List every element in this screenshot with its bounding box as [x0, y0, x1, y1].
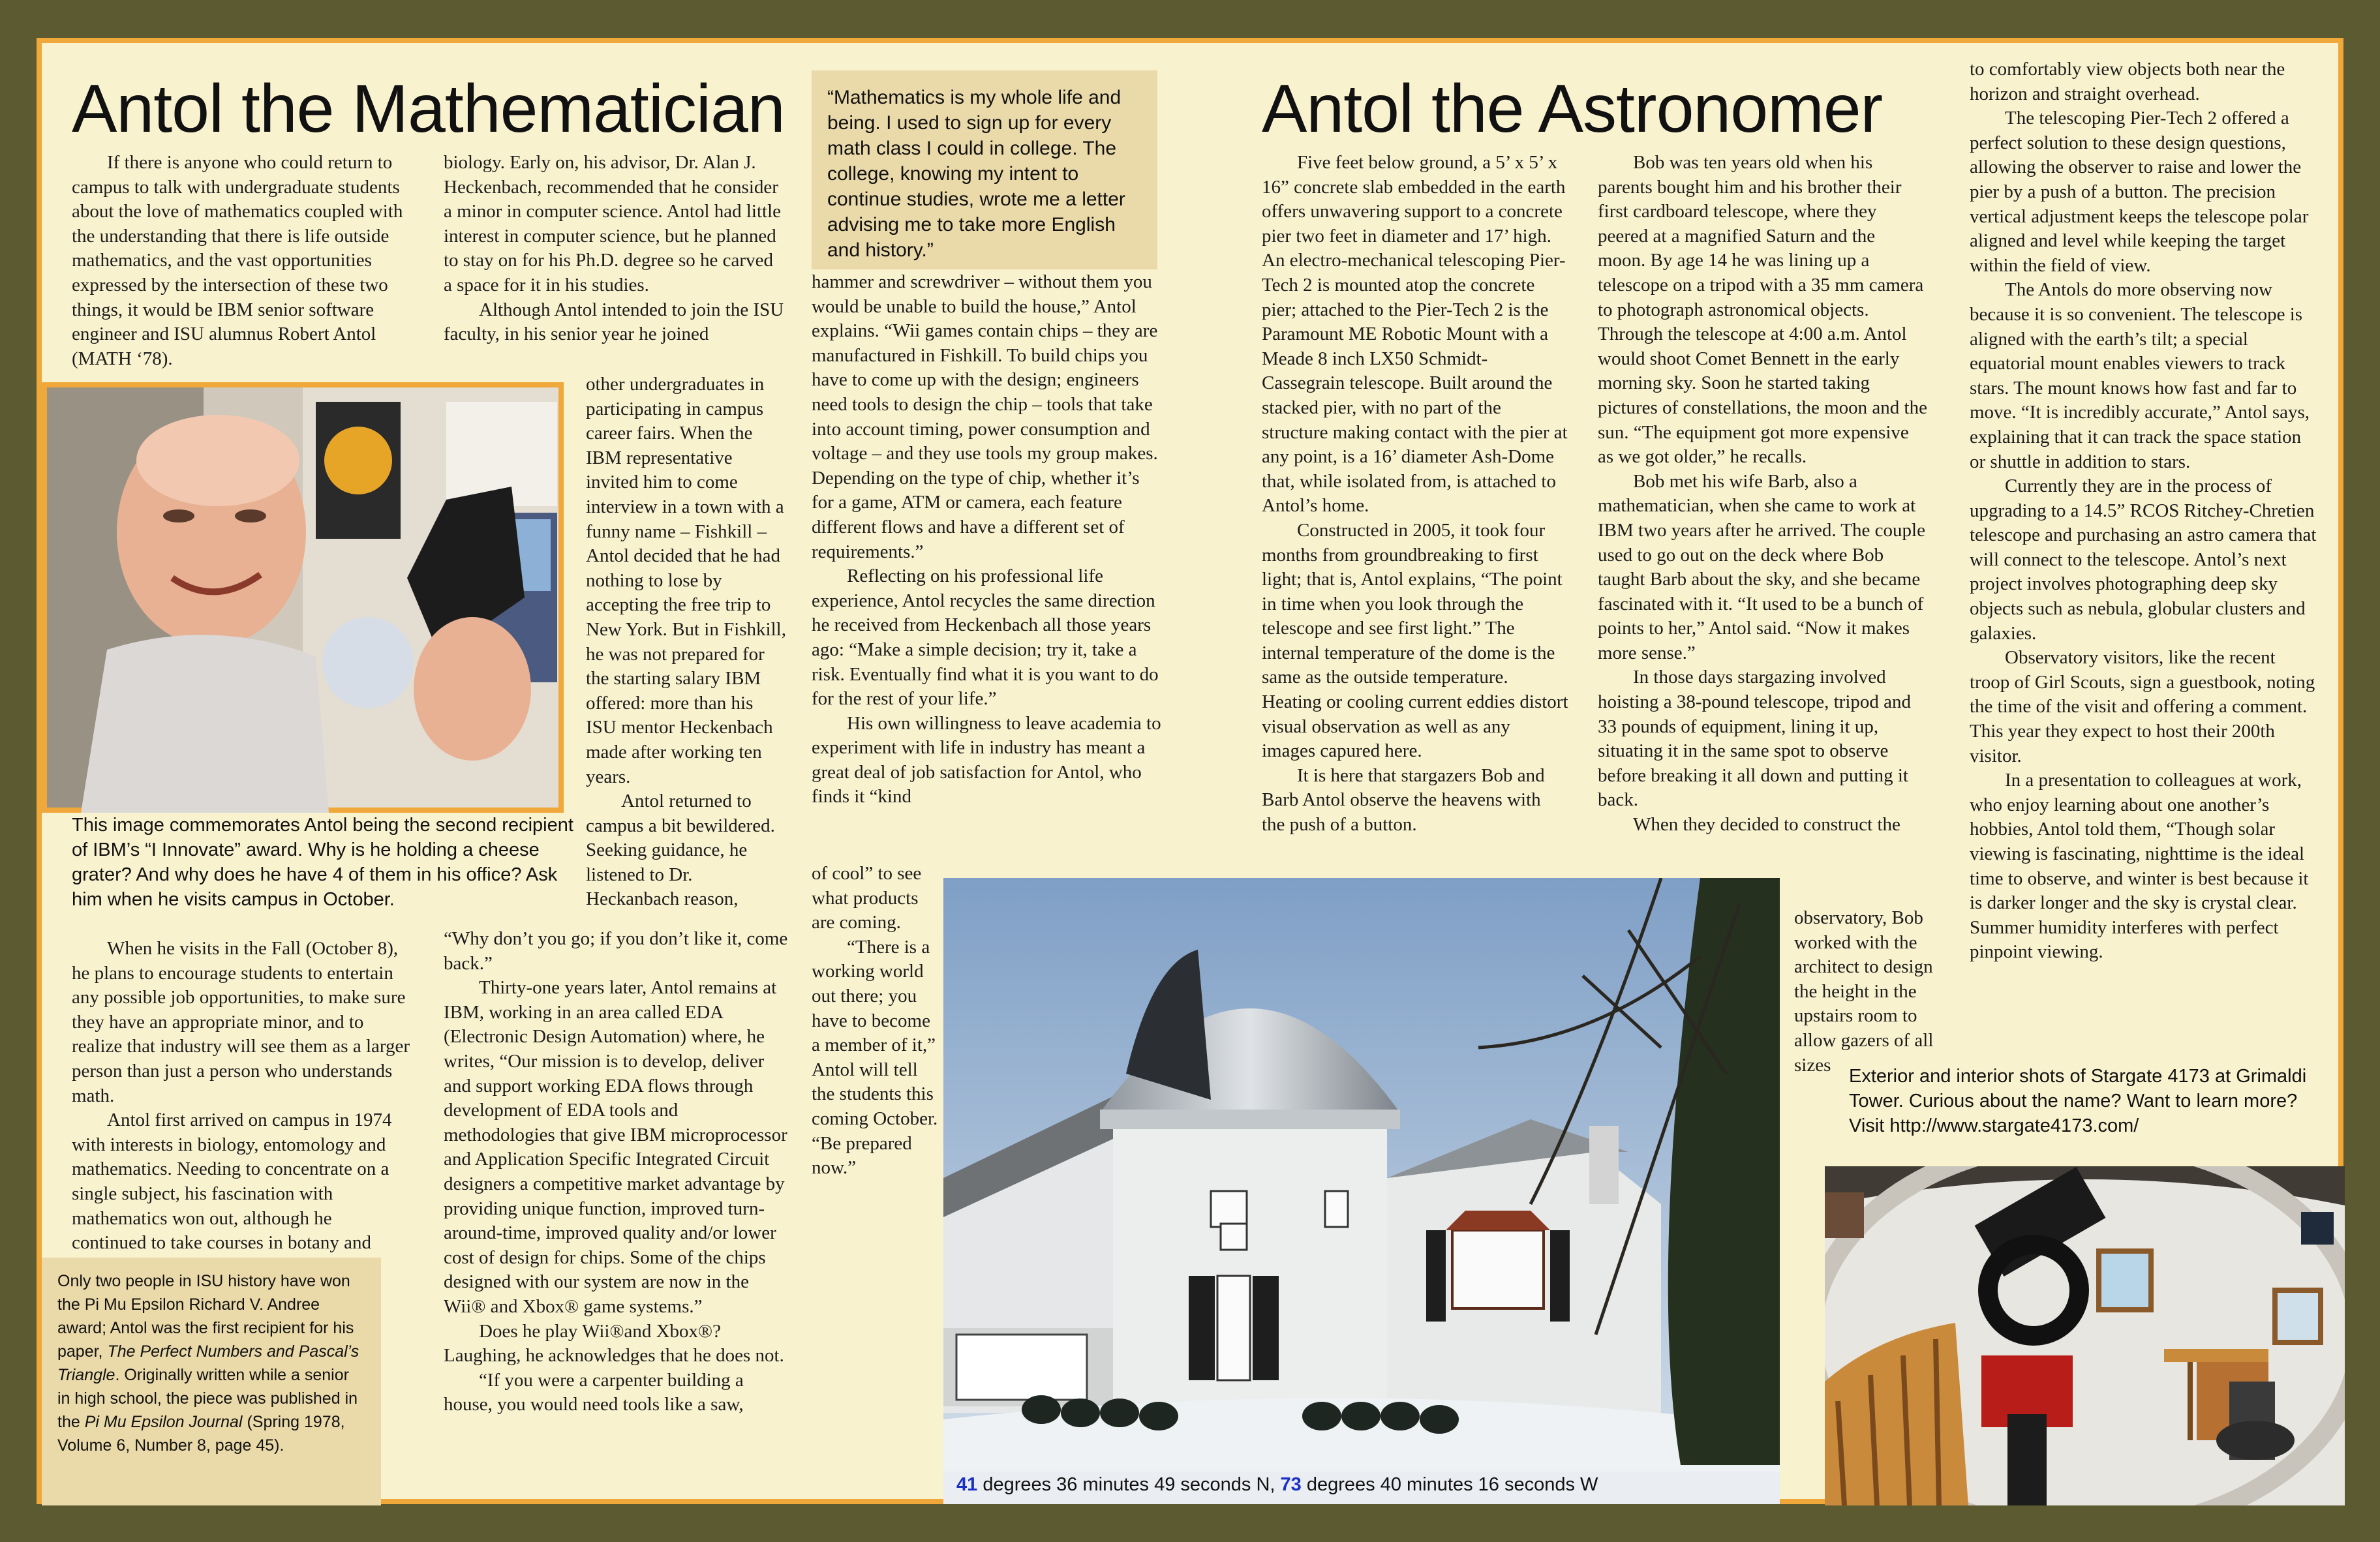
paragraph: “Why don’t you go; if you don’t like it, come back.” — [444, 928, 788, 974]
paragraph: The Antols do more observing now because it is so convenient. The telescope is aligned with the earth’s tilt; a special equatorial mount enables viewers to track stars. The mount knows how fast and far to move. “It is incredibly accurate,” Antol says, explaining that it can track the space station or shuttle in addition to stars. — [1970, 279, 2310, 472]
mathematician-title: Antol the Mathematician — [72, 71, 785, 147]
magazine-spread — [37, 38, 2343, 1504]
longitude-degrees: 73 — [1280, 1474, 1302, 1495]
journal-name: Pi Mu Epsilon Journal — [84, 1413, 243, 1431]
paragraph: If there is anyone who could return to campus to talk with undergraduate students about the love of mathematics coupled with the understanding that there is life outside mathematics, and the vast opportunities expressed by the intersection of these two things, it would be IBM senior software engineer and ISU alumnus Robert Antol (MATH ‘78). — [72, 152, 403, 369]
observatory-interior-photo — [1825, 1166, 2345, 1505]
paragraph: Although Antol intended to join the ISU faculty, in his senior year he joined — [444, 299, 784, 345]
column-1-intro — [72, 151, 404, 371]
paragraph: Reflecting on his professional life experience, Antol recycles the same direction he received from Heckenbach all those years ago: “Make a simple decision; try it, take a risk. Eventually find what it is you want to do for the rest of your life.” — [812, 566, 1159, 710]
paragraph: to comfortably view objects both near the horizon and straight overhead. — [1970, 59, 2285, 104]
column-3-top — [812, 270, 1164, 809]
award-note: Only two people in ISU history have won the Pi Mu Epsilon Richard V. Andree award; Antol was the first recipient for his paper, The Perfect Numbers and Pascal’s Triangle. Originally written while a senior in high school, the piece was published in the Pi Mu Epsilon Journal (Spring 1978, Volume 6, Number 8, page 45). — [42, 1258, 381, 1505]
paragraph: The telescoping Pier-Tech 2 offered a perfect solution to these design questions, allowing the observer to raise and lower the pier by a push of a button. The precision vertical adjustment keeps the telescope polar aligned and level while keeping the target within the field of view. — [1970, 108, 2309, 276]
observatory-caption: Exterior and interior shots of Stargate 4173 at Grimaldi Tower. Curious about the name? Want to learn more? Visit http://www.stargate4173.com/ — [1849, 1066, 2307, 1136]
paragraph: hammer and screwdriver – without them you would be unable to build the house,” Antol explains. “Wii games contain chips – they are manufactured in Fishkill. To build chips you have to come up with the design; engineers need tools to design the chip – tools that take into account timing, power consumption and voltage – and they use tools my group makes. Depending on the type of chip, whether it’s for a game, ATM or camera, each feature different flows and have a different set of requirements.” — [812, 271, 1158, 562]
paragraph: Antol first arrived on campus in 1974 with interests in biology, entomology and mathematics. Needing to concentrate on a single subject, his fascination with mathematics won out, although he continued to take courses in botany and — [72, 1110, 392, 1254]
paragraph: observatory, Bob worked with the architect to design the height in the upstairs room to allow gazers of all sizes — [1794, 907, 1934, 1076]
paragraph: In a presentation to colleagues at work, who enjoy learning about one another’s hobbies, Antol told them, “Though solar viewing is fascinating, nighttime is the ideal time to observe, and winter is best because it is darker longer and the sky is crystal clear. Summer humidity interferes with perfect pinpoint viewing. — [1970, 770, 2309, 963]
column-4 — [1262, 151, 1568, 838]
observatory-exterior-photo — [943, 878, 1780, 1504]
column-2-top — [444, 151, 786, 347]
column-5-narrow — [1794, 906, 1938, 1078]
column-2-narrow — [586, 372, 788, 912]
paragraph: Bob was ten years old when his parents bought him and his brother their first cardboard telescope, where they peered at a magnified Saturn and the moon. By age 14 he was lining up a telescope on a tripod with a 35 mm camera to photograph astronomical objects. Through the telescope at 4:00 a.m. Antol would shoot Comet Bennett in the early morning sky. Soon he started taking pictures of constellations, the moon and the sun. “The equipment got more expensive as we got older,” he recalls. — [1598, 152, 1927, 468]
column-6 — [1970, 57, 2317, 965]
paragraph: Does he play Wii®and Xbox®? Laughing, he acknowledges that he does not. — [444, 1320, 784, 1367]
paragraph: Thirty-one years later, Antol remains at IBM, working in an area called EDA (Electronic Design Automation) where, he writes, “Our mission is to develop, deliver and support working EDA flows through development of EDA tools and methodologies that give IBM microprocessor and Application Specific Integrated Circuit designers a competitive market advantage by providing unique function, improved turn-around-time, improved quality and/or lower cost of design for chips. Some of the chips designed with our system are now in the Wii® and Xbox® game systems.” — [444, 977, 787, 1317]
paragraph: Currently they are in the process of upgrading to a 14.5” RCOS Ritchey-Chretien telescope and purchasing an astro camera that will connect to the telescope. Antol’s next project involves photographing deep sky objects such as nebula, globular clusters and galaxies. — [1970, 476, 2317, 644]
paragraph: When they decided to construct the — [1633, 814, 1900, 836]
column-3-narrow — [812, 862, 942, 1181]
paragraph: Observatory visitors, like the recent troop of Girl Scouts, sign a guestbook, noting the time of the visit and offering a comment. This year they expect to host their 200th visitor. — [1970, 647, 2315, 766]
paragraph: biology. Early on, his advisor, Dr. Alan J. Heckenbach, recommended that he consider a minor in computer science. Antol had little interest in computer science, but he planned to stay on for his Ph.D. degree so he carved a space for it in his studies. — [444, 152, 782, 295]
column-5 — [1598, 151, 1927, 838]
observatory-coordinates — [956, 1474, 1598, 1496]
paragraph: His own willingness to leave academia to experiment with life in industry has meant a great deal of job satisfaction for Antol, who finds it “kind — [812, 712, 1161, 808]
latitude-degrees: 41 — [956, 1474, 978, 1495]
longitude-text: degrees 40 minutes 16 seconds W — [1301, 1474, 1598, 1495]
photo-caption: This image commemorates Antol being the second recipient of IBM’s “I Innovate” award. Why is he holding a cheese grater? And why does he have 4 of them in his office? Ask him when he visits campus in October. — [72, 815, 573, 910]
paragraph: “There is a working world out there; you have to become a member of it,” Antol will tell the students this coming October. “Be prepared now.” — [812, 936, 938, 1179]
antol-photo — [42, 382, 564, 813]
astronomer-title: Antol the Astronomer — [1262, 71, 1883, 147]
paragraph: of cool” to see what products are coming. — [812, 863, 922, 933]
paragraph: Antol returned to campus a bit bewildered. Seeking guidance, he listened to Dr. Heckanbach reason, — [586, 791, 775, 910]
column-2-bottom — [444, 927, 793, 1417]
paragraph: In those days stargazing involved hoisting a 38-pound telescope, tripod and 33 pounds of equipment, lining it up, situating it in the same spot to observe before breaking it all down and putting it back. — [1598, 667, 1912, 811]
paper-title: The Perfect Numbers and Pascal’s Triangle — [57, 1342, 359, 1384]
latitude-text: degrees 36 minutes 49 seconds N, — [977, 1474, 1281, 1495]
paragraph: It is here that stargazers Bob and Barb Antol observe the heavens with the push of a button. — [1262, 764, 1545, 836]
paragraph: “If you were a carpenter building a house, you would need tools like a saw, — [444, 1369, 744, 1415]
pull-quote: “Mathematics is my whole life and being. I used to sign up for every math class I could in college. The college, knowing my intent to continue studies, wrote me a letter advising me to take more English and history.” — [812, 70, 1157, 269]
column-1-continued — [72, 937, 411, 1256]
paragraph: other undergraduates in participating in campus career fairs. When the IBM representative invited him to come interview in a town with a funny name – Fishkill – Antol decided that he had nothing to lose by accepting the free trip to New York. But in Fishkill, he was not prepared for the starting salary IBM offered: more than his ISU mentor Heckenbach made after working ten years. — [586, 374, 786, 787]
paragraph: Constructed in 2005, it took four months from groundbreaking to first light; that is, Antol explains, “The point in time when you look through the telescope and see first light.” The internal temperature of the dome is the same as the outside temperature. Heating or cooling current eddies distort visual observation as well as any images capured here. — [1262, 519, 1568, 762]
paragraph: Five feet below ground, a 5’ x 5’ x 16” concrete slab embedded in the earth offers unwavering support to a concrete pier two feet in diameter and 17’ high. An electro-mechanical telescoping Pier-Tech 2 is mounted atop the concrete pier; attached to the Pier-Tech 2 is the Paramount ME Robotic Mount with a Meade 8 inch LX50 Schmidt-Cassegrain telescope. Built around the stacked pier, with no part of the structure making contact with the pier at any point, is a 16’ diameter Ash-Dome that, while isolated from, is attached to Antol’s home. — [1262, 152, 1568, 517]
paragraph: When he visits in the Fall (October 8), he plans to encourage students to entertain any possible job opportunities, to make sure they have an appropriate minor, and to realize that industry will see them as a larger person than just a person who understands math. — [72, 938, 410, 1106]
paragraph: Bob met his wife Barb, also a mathematician, when she came to work at IBM two years after he arrived. The couple used to go out on the deck where Bob taught Barb about the sky, and she became fascinated with it. “It used to be a bunch of points to her,” Antol said. “Now it makes more sense.” — [1598, 470, 1925, 663]
